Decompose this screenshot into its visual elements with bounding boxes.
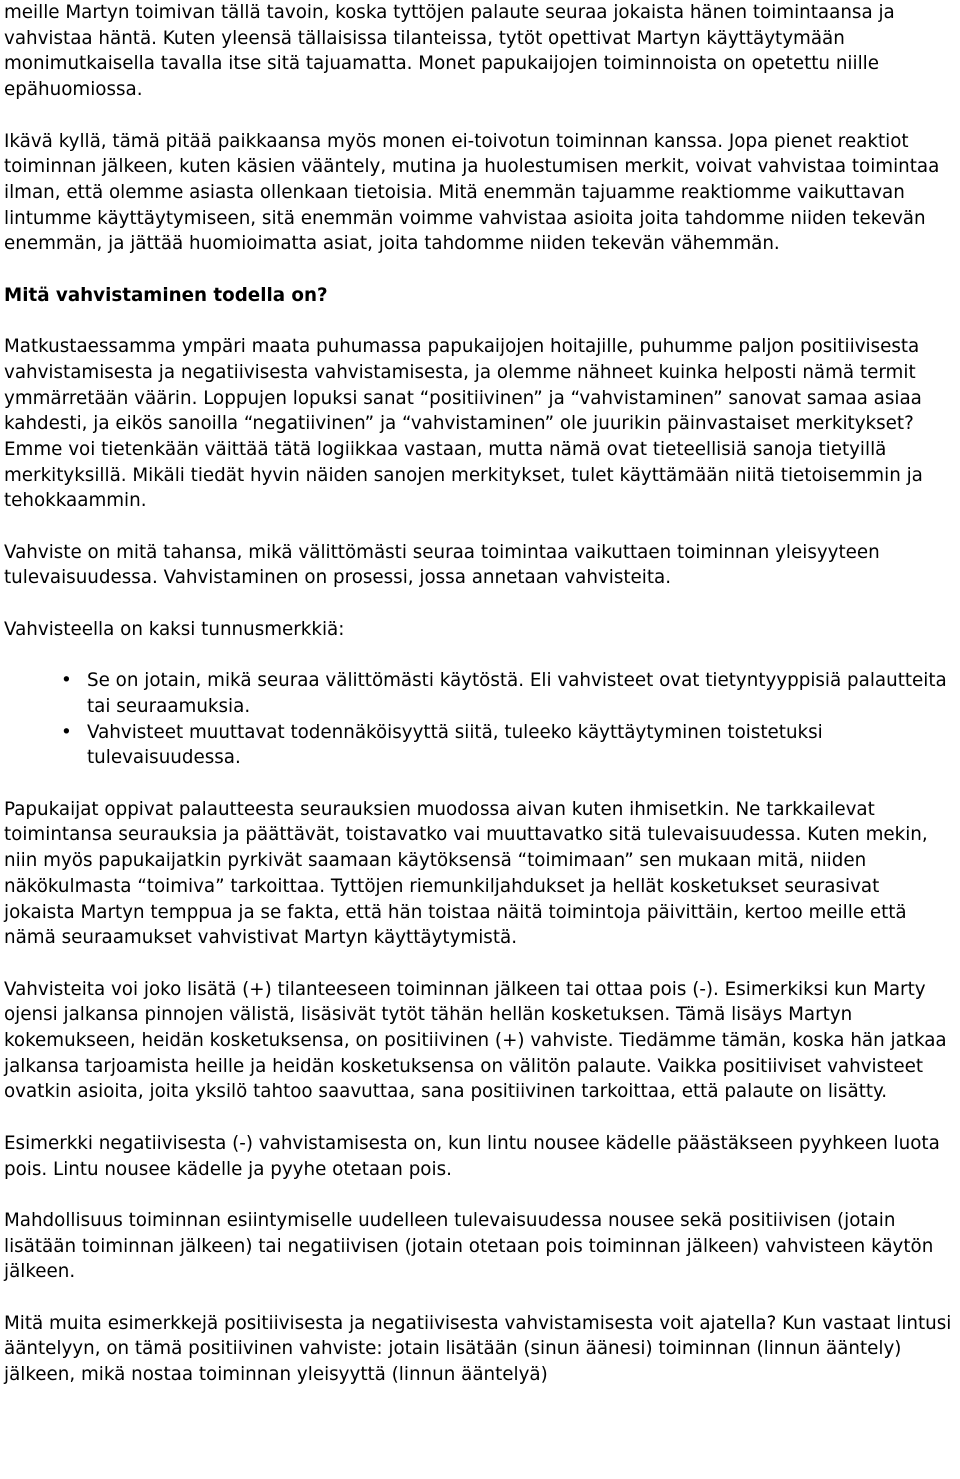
- paragraph-parrots-learn: Papukaijat oppivat palautteesta seurauksien muodossa aivan kuten ihmisetkin. Ne tarkkailevat toimintansa seurauksia ja päättävät, toistavatko vai muuttavatko sitä tulevaisuudessa. Kuten mekin, niin myös papukaijatkin pyrkivät saamaan käytöksensä “toimimaan” sen mukaan mitä, niiden näkökulmasta “toimiva” tarkoittaa. Tyttöjen riemunkiljahdukset ja hellät kosketukset seurasivat jokaista Martyn temppua ja se fakta, että hän toistaa näitä toimintoja päivittäin, kertoo meille että nämä seuraamukset vahvistivat Martyn käyttäytymistä.: [4, 798, 928, 949]
- paragraph-positive-reinforcement: Vahvisteita voi joko lisätä (+) tilanteeseen toiminnan jälkeen tai ottaa pois (-). Esimerkiksi kun Marty ojensi jalkansa pinnojen välistä, lisäsivät tytöt tähän hellän kosketuksen. Tämä lisäys Martyn kokemukseen, heidän kosketuksensa, on positiivinen (+) vahviste. Tiedämme tämän, koska hän jatkaa jalkansa tarjoamista heille ja heidän kosketuksensa on välitön palaute. Vaikka positiiviset vahvisteet ovatkin asioita, joita yksilö tahtoo saavuttaa, sana positiivinen tarkoittaa, että palaute on lisätty.: [4, 978, 947, 1103]
- bullet-icon: •: [61, 721, 72, 743]
- bullet-icon: •: [61, 670, 72, 692]
- paragraph-negative-reinforcement: Esimerkki negatiivisesta (-) vahvistamisesta on, kun lintu nousee kädelle päästäkseen pyyhkeen luota pois. Lintu nousee kädelle ja pyyhe otetaan pois.: [4, 1132, 940, 1180]
- paragraph-reinforcer-definition: Vahviste on mitä tahansa, mikä välittömästi seuraa toimintaa vaikuttaen toiminnan yleisyyteen tulevaisuudessa. Vahvistaminen on prosessi, jossa annetaan vahvisteita.: [4, 541, 880, 589]
- characteristics-list: [4, 668, 954, 771]
- paragraph-unwanted-behavior: Ikävä kyllä, tämä pitää paikkaansa myös monen ei-toivotun toiminnan kanssa. Jopa pienet reaktiot toiminnan jälkeen, kuten käsien vääntely, mutina ja huolestumisen merkit, voivat vahvistaa toimintaa ilman, että olemme asiasta ollenkaan tietoisia. Mitä enemmän tajuamme reaktiomme vaikuttavan lintumme käyttäytymiseen, sitä enemmän voimme vahvistaa asioita joita tahdomme niiden tekevän enemmän, ja jättää huomioimatta asiat, joita tahdomme niiden tekevän vähemmän.: [4, 130, 940, 255]
- list-item: [61, 668, 954, 719]
- list-item-text: Vahvisteet muuttavat todennäköisyyttä siitä, tuleeko käyttäytyminen toistetuksi tulevaisuudessa.: [87, 721, 823, 769]
- paragraph-intro-continuation: meille Martyn toimivan tällä tavoin, koska tyttöjen palaute seuraa jokaista hänen toimintaansa ja vahvistaa häntä. Kuten yleensä tällaisissa tilanteissa, tytöt opettivat Martyn käyttäytymään monimutkaisella tavalla itse sitä tajuamatta. Monet papukaijojen toiminnoista on opetettu niille epähuomiossa.: [4, 2, 895, 101]
- paragraph-terminology: Matkustaessamma ympäri maata puhumassa papukaijojen hoitajille, puhumme paljon positiivisesta vahvistamisesta ja negatiivisesta vahvistamisesta, ja olemme nähneet kuinka helposti nämä termit ymmärretään väärin. Loppujen lopuksi sanat “positiivinen” ja “vahvistaminen” sanovat samaa asiaa kahdesti, ja eikös sanoilla “negatiivinen” ja “vahvistaminen” ole juurikin päinvastaiset merkitykset? Emme voi tietenkään väittää tätä logiikkaa vastaan, mutta nämä ovat tieteellisiä sanoja tietyillä merkityksillä. Mikäli tiedät hyvin näiden sanojen merkitykset, tulet käyttämään niitä tietoisemmin ja tehokkaammin.: [4, 336, 923, 512]
- paragraph-examples: Mitä muita esimerkkejä positiivisesta ja negatiivisesta vahvistamisesta voit ajatella? Kun vastaat lintusi ääntelyyn, on tämä positiivinen vahviste: jotain lisätään (sinun äänesi) toiminnan (linnun ääntely) jälkeen, mikä nostaa toiminnan yleisyyttä (linnun ääntelyä): [4, 1312, 952, 1386]
- section-heading: Mitä vahvistaminen todella on?: [4, 284, 328, 306]
- list-item-text: Se on jotain, mikä seuraa välittömästi käytöstä. Eli vahvisteet ovat tietyntyyppisiä palautteita tai seuraamuksia.: [87, 670, 947, 717]
- paragraph-likelihood: Mahdollisuus toiminnan esiintymiselle uudelleen tulevaisuudessa nousee sekä positiivisen (jotain lisätään toiminnan jälkeen) tai negatiivisen (jotain otetaan pois toiminnan jälkeen) vahvisteen käytön jälkeen.: [4, 1209, 934, 1283]
- list-item: [61, 720, 954, 771]
- paragraph-characteristics-intro: Vahvisteella on kaksi tunnusmerkkiä:: [4, 618, 345, 640]
